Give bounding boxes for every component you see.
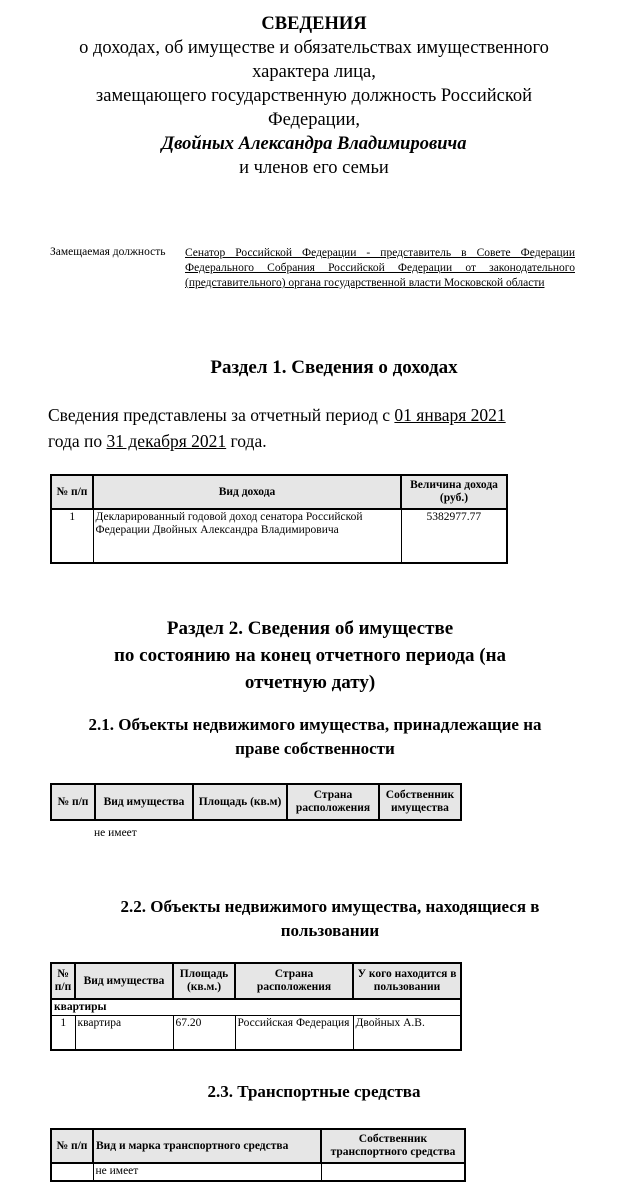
col-income-amount: Величина дохода (руб.) bbox=[401, 475, 507, 509]
col-property-type: Вид имущества bbox=[75, 963, 173, 999]
row-number: 1 bbox=[51, 509, 93, 563]
document-title: СВЕДЕНИЯ bbox=[261, 14, 367, 34]
section1-title: Раздел 1. Сведения о доходах bbox=[210, 357, 458, 378]
property-country: Российская Федерация bbox=[235, 1016, 353, 1050]
table-header-row bbox=[51, 784, 461, 820]
vehicles-none: не имеет bbox=[93, 1163, 321, 1181]
col-vehicle-owner: Собственник транспортного средства bbox=[321, 1129, 465, 1163]
table-row bbox=[51, 1163, 465, 1181]
income-type: Декларированный годовой доход сенатора Российской Федерации Двойных Александра Владимировича bbox=[93, 509, 401, 563]
used-property-table bbox=[50, 962, 462, 1051]
section2-title-line-1: Раздел 2. Сведения об имуществе bbox=[166, 618, 454, 639]
position-label: Замещаемая должность bbox=[50, 246, 166, 258]
period-end: 31 декабря 2021 bbox=[106, 431, 227, 451]
header-line-3: замещающего государственную должность Российской bbox=[95, 86, 533, 106]
subsection-2-3-title: 2.3. Транспортные средства bbox=[207, 1082, 421, 1101]
vehicle-owner bbox=[321, 1163, 465, 1181]
subsection-2-2-title bbox=[50, 895, 610, 943]
income-table bbox=[50, 474, 508, 564]
col-income-type: Вид дохода bbox=[93, 475, 401, 509]
table-header-row bbox=[51, 1129, 465, 1163]
row-number bbox=[51, 1163, 93, 1181]
col-area: Площадь (кв.м) bbox=[193, 784, 287, 820]
col-country: Страна расположения bbox=[235, 963, 353, 999]
property-area: 67.20 bbox=[173, 1016, 235, 1050]
table-header-row bbox=[51, 963, 461, 999]
income-amount: 5382977.77 bbox=[401, 509, 507, 563]
header-line-2: характера лица, bbox=[252, 62, 376, 82]
declarant-name: Двойных Александра Владимировича bbox=[161, 134, 467, 154]
period-start: 01 января 2021 bbox=[394, 405, 506, 425]
position-value: Сенатор Российской Федерации - представитель в Совете Федерации Федерального Собрания Российской Федерации от законодательного (представительного) органа государственной власти Московской области bbox=[185, 247, 575, 289]
header-line-4: Федерации, bbox=[268, 110, 360, 130]
col-country: Страна расположения bbox=[287, 784, 379, 820]
col-owner: Собственник имущества bbox=[379, 784, 461, 820]
col-number: № п/п bbox=[51, 1129, 93, 1163]
document-header bbox=[40, 12, 588, 180]
col-user: У кого находится в пользовании bbox=[353, 963, 461, 999]
vehicles-table bbox=[50, 1128, 466, 1182]
col-vehicle-type: Вид и марка транспортного средства bbox=[93, 1129, 321, 1163]
subsection-2-1-title bbox=[40, 713, 590, 761]
owned-property-none: не имеет bbox=[94, 827, 137, 839]
col-number: № п/п bbox=[51, 784, 95, 820]
period-mid: года по bbox=[48, 431, 107, 451]
section2-title-line-3: отчетную дату) bbox=[244, 672, 376, 693]
group-label: квартиры bbox=[51, 999, 461, 1016]
period-prefix: Сведения представлены за отчетный период с bbox=[48, 405, 395, 425]
property-type: квартира bbox=[75, 1016, 173, 1050]
property-user: Двойных А.В. bbox=[353, 1016, 461, 1050]
table-row bbox=[51, 1016, 461, 1050]
subsection-2-1-line-2: праве собственности bbox=[235, 739, 395, 758]
header-line-5: и членов его семьи bbox=[239, 158, 389, 178]
col-number: № п/п bbox=[51, 475, 93, 509]
section2-title bbox=[50, 615, 570, 696]
row-number: 1 bbox=[51, 1016, 75, 1050]
header-line-1: о доходах, об имуществе и обязательствах имущественного bbox=[79, 38, 549, 58]
owned-property-table bbox=[50, 783, 462, 821]
table-row bbox=[51, 509, 507, 563]
subsection-2-2-line-2: пользовании bbox=[280, 921, 380, 940]
col-property-type: Вид имущества bbox=[95, 784, 193, 820]
subsection-2-1-line-1: 2.1. Объекты недвижимого имущества, принадлежащие на bbox=[88, 715, 542, 734]
reporting-period bbox=[48, 402, 583, 454]
col-area: Площадь (кв.м.) bbox=[173, 963, 235, 999]
section2-title-line-2: по состоянию на конец отчетного периода (на bbox=[113, 645, 507, 666]
period-suffix: года. bbox=[226, 431, 267, 451]
table-group-row bbox=[51, 999, 461, 1016]
subsection-2-2-line-1: 2.2. Объекты недвижимого имущества, находящиеся в bbox=[120, 897, 540, 916]
table-header-row bbox=[51, 475, 507, 509]
col-number: № п/п bbox=[51, 963, 75, 999]
